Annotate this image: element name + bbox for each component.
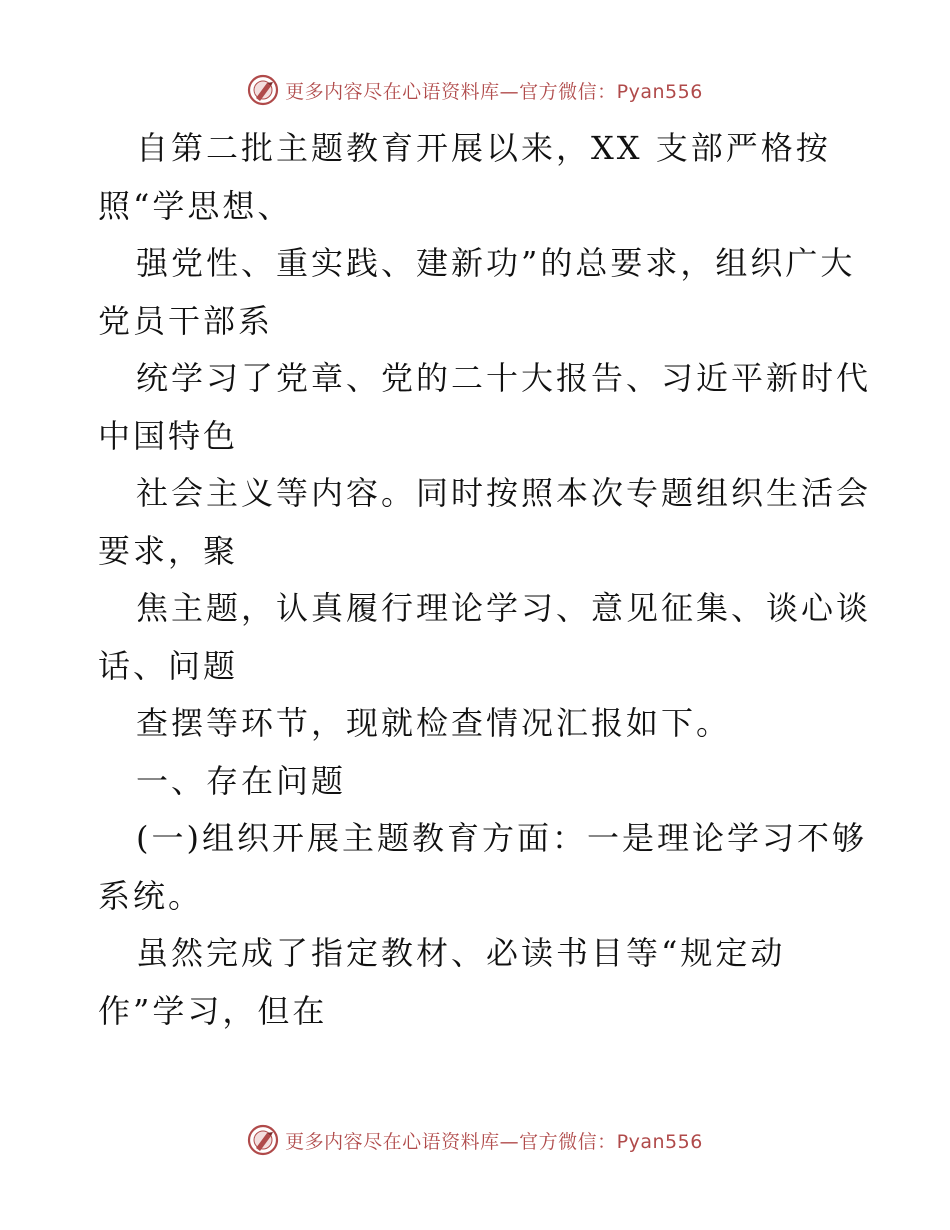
section-heading: 一、存在问题 [136,761,347,800]
paragraph-line: 焦主题，认真履行理论学习、意见征集、谈心谈 [136,589,872,627]
pen-nib-logo-icon [247,1124,279,1156]
paragraph-line: 要求，聚 [98,531,239,570]
paragraph-line: 系统。 [98,876,204,915]
paragraph-line: 党员干部系 [98,301,274,340]
paragraph-line: 虽然完成了指定教材、必读书目等“规定动 [136,934,786,972]
paragraph-line: 查摆等环节，现就检查情况汇报如下。 [136,704,732,742]
paragraph-line: 中国特色 [98,416,239,455]
paragraph-line: 统学习了党章、党的二十大报告、习近平新时代 [136,359,872,397]
watermark-text: 更多内容尽在心语资料库—官方微信：Pyan556 [285,80,703,103]
paragraph-line: 照“学思想、 [98,186,293,225]
paragraph-line: 话、问题 [98,646,239,685]
paragraph-line: 强党性、重实践、建新功”的总要求，组织广大 [136,244,856,282]
pen-nib-logo-icon [247,74,279,106]
paragraph-line: (一)组织开展主题教育方面：一是理论学习不够 [136,819,867,857]
paragraph-line: 作”学习，但在 [98,991,328,1030]
document-body [98,120,872,1040]
paragraph-line: 社会主义等内容。同时按照本次专题组织生活会 [136,474,872,512]
header-watermark-banner [0,70,950,110]
watermark-text: 更多内容尽在心语资料库—官方微信：Pyan556 [285,1130,703,1153]
paragraph-line: 自第二批主题教育开展以来，XX 支部严格按 [136,129,831,167]
footer-watermark-banner [0,1120,950,1160]
